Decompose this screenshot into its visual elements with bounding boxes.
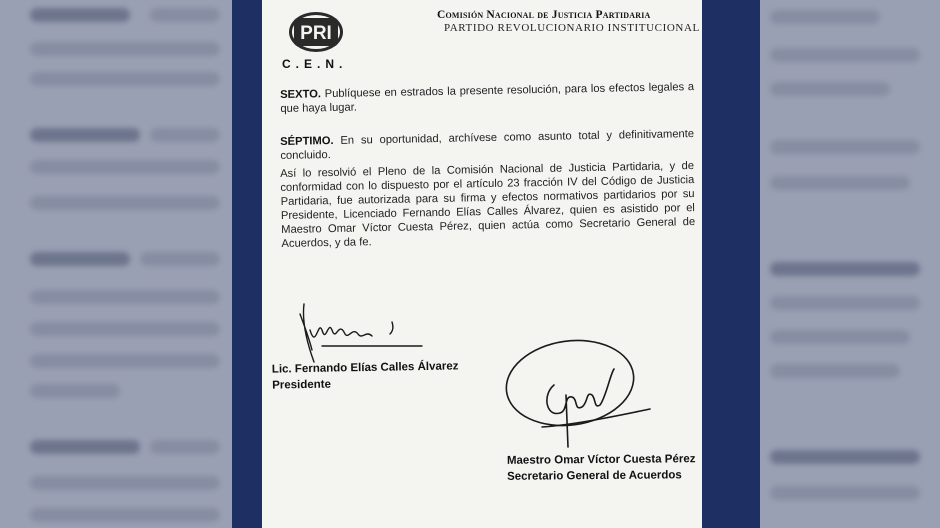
president-block <box>272 358 459 393</box>
blurred-background-left <box>0 0 232 528</box>
secretary-role: Secretario General de Acuerdos <box>507 469 682 483</box>
sexto-heading: SEXTO. <box>280 88 322 101</box>
sexto-text: Publíquese en estrados la presente resolución, para los efectos legales a que haya lugar. <box>280 81 695 115</box>
president-role: Presidente <box>272 378 332 392</box>
blurred-background-right <box>760 0 940 528</box>
secretary-signature <box>502 335 652 450</box>
document-page <box>262 0 702 528</box>
pri-logo-icon <box>286 10 346 60</box>
commission-name: Comisión Nacional de Justicia Partidaria <box>437 9 651 21</box>
paragraph-septimo <box>280 127 694 163</box>
paragraph-closing: Así lo resolvió el Pleno de la Comisión Nacional de Justicia Partidaria, y de conformidad con lo dispuesto por el artículo 23 fracción IV del Código de Justicia Partidaria, fue autorizada para su firma y efectos normativos partidarios por su Presidente, Licenciado Fernando Elías Calles Álvarez, quien es asistido por el Maestro Omar Víctor Cuesta Pérez, quien actúa como Secretario General de Acuerdos, y da fe. <box>280 160 696 250</box>
party-name: PARTIDO REVOLUCIONARIO INSTITUCIONAL <box>444 22 700 34</box>
cen-label: C.E.N. <box>282 57 348 71</box>
logo-text: PRI <box>300 23 332 44</box>
secretary-block <box>507 451 696 485</box>
septimo-text: En su oportunidad, archívese como asunto total y definitivamente concluido. <box>280 128 695 162</box>
paragraph-sexto <box>280 80 694 116</box>
secretary-name: Maestro Omar Víctor Cuesta Pérez <box>506 453 696 467</box>
president-name: Lic. Fernando Elías Calles Álvarez <box>271 360 459 376</box>
septimo-heading: SÉPTIMO. <box>280 134 334 148</box>
